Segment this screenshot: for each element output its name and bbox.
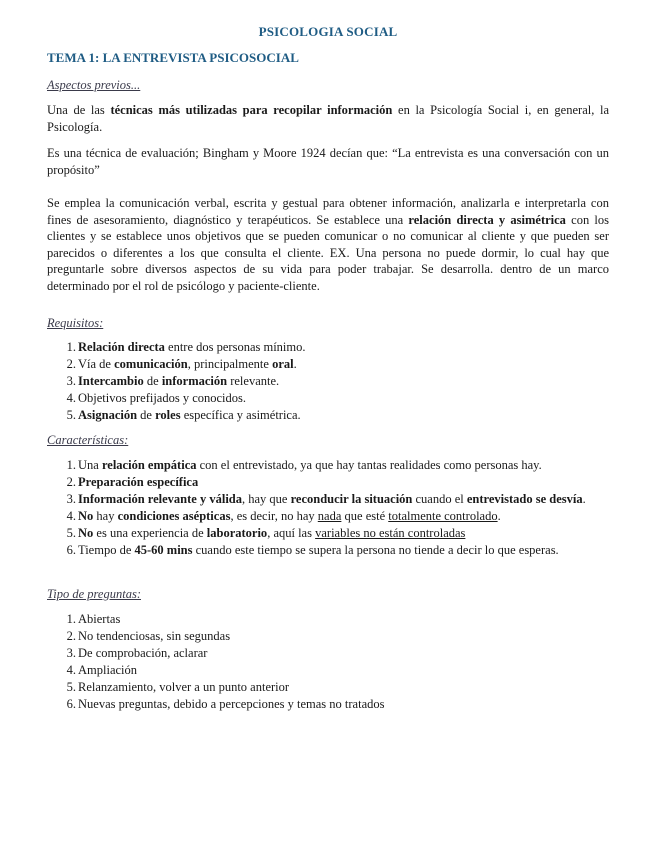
bold-text: relación directa y asimétrica	[408, 212, 566, 227]
text-run: Vía de	[78, 357, 115, 372]
list-item-text	[78, 340, 306, 354]
text-run: específica y asimétrica.	[180, 408, 301, 423]
text-run: , es decir, no hay	[230, 509, 318, 524]
bold-text: información	[161, 374, 228, 389]
text-run: , principalmente	[187, 357, 273, 372]
bold-text: entrevistado se desvía	[466, 492, 583, 507]
bold-text: roles	[155, 408, 181, 423]
text-run: cuando este tiempo se supera la persona no tiende a decir lo que esperas.	[192, 543, 559, 558]
bold-text: Asignación	[78, 408, 138, 423]
list-item	[47, 339, 609, 356]
underlined-text: nada	[317, 509, 342, 524]
list-item-text	[78, 646, 207, 660]
list-number: 4.	[66, 509, 76, 524]
list-item	[47, 474, 609, 491]
text-run: .	[293, 357, 297, 372]
list-item-text	[78, 475, 198, 489]
text-run: cuando el	[412, 492, 467, 507]
bold-text: Relación directa	[78, 340, 165, 354]
text-run: , hay que	[242, 492, 291, 507]
list-item	[47, 407, 609, 424]
text-run: de	[143, 374, 162, 389]
text-run: de	[137, 408, 156, 423]
text-run: entre dos personas mínimo.	[164, 340, 306, 354]
list-item-text	[78, 357, 297, 371]
tipo-preguntas-heading: Tipo de preguntas:	[47, 587, 141, 601]
text-run: hay	[93, 509, 118, 524]
list-item-text	[78, 697, 385, 711]
list-item-text	[78, 543, 559, 557]
text-run: Se emplea la comunicación verbal, escrita y gestual para obtener información, analizarla e interpretarla con fines de asesoramiento, diagnóstico y terapéuticos. Se establece una	[47, 196, 609, 227]
bold-text: laboratorio	[206, 526, 268, 541]
list-item	[47, 628, 609, 645]
text-run: Una de las	[47, 103, 111, 117]
text-run: Es una técnica de evaluación; Bingham y Moore 1924 decían que: “La entrevista es una conversación con un propósito”	[47, 146, 609, 177]
list-number: 4.	[66, 391, 76, 406]
list-number: 3.	[66, 492, 76, 507]
requisitos-heading: Requisitos:	[47, 316, 104, 330]
text-run: Tiempo de	[78, 543, 135, 558]
list-item-text	[78, 526, 465, 540]
list-item	[47, 457, 609, 474]
bold-text: No	[78, 509, 94, 524]
bold-text: relación empática	[101, 458, 197, 472]
list-item-text	[78, 612, 120, 626]
list-item-text	[78, 374, 279, 388]
text-run: .	[582, 492, 586, 507]
list-number: 1.	[66, 458, 76, 472]
text-run: .	[497, 509, 501, 524]
list-item	[47, 662, 609, 679]
caracteristicas-list	[47, 457, 609, 560]
list-number: 3.	[66, 646, 76, 661]
list-item-text	[78, 408, 301, 422]
list-item-text	[78, 492, 586, 506]
aspectos-heading: Aspectos previos...	[47, 78, 141, 92]
list-item-text	[78, 509, 501, 523]
text-run: en la Psicología Social i, en general, la Psicología.	[47, 103, 610, 134]
list-item	[47, 611, 609, 628]
list-number: 5.	[66, 680, 76, 695]
list-number: 6.	[66, 543, 76, 558]
list-item-text	[78, 629, 230, 643]
text-run: con el entrevistado, ya que hay tantas realidades como personas hay.	[196, 458, 542, 472]
bold-text: oral	[272, 357, 294, 372]
list-number: 2.	[66, 475, 76, 490]
document-title: PSICOLOGIA SOCIAL	[258, 24, 398, 39]
aspectos-paragraph-1	[47, 102, 609, 135]
underlined-text: totalmente controlado	[388, 509, 498, 524]
bold-text: 45-60 mins	[134, 543, 193, 558]
list-number: 2.	[66, 357, 76, 372]
text-run: No tendenciosas, sin segundas	[78, 629, 231, 644]
caracteristicas-heading: Características:	[47, 433, 129, 447]
list-item	[47, 525, 609, 542]
text-run: Objetivos prefijados y conocidos.	[78, 391, 247, 406]
list-item	[47, 508, 609, 525]
text-run: Nuevas preguntas, debido a percepciones y temas no tratados	[78, 697, 385, 712]
list-number: 5.	[66, 526, 76, 541]
list-item	[47, 390, 609, 407]
text-run: es una experiencia de	[93, 526, 207, 541]
bold-text: comunicación	[114, 357, 188, 372]
aspectos-paragraph-3	[47, 195, 609, 294]
bold-text: Información relevante y válida	[78, 492, 242, 507]
list-item	[47, 356, 609, 373]
tipo-preguntas-list	[47, 611, 609, 714]
text-run: Abiertas	[78, 612, 121, 626]
list-number: 1.	[66, 340, 76, 354]
list-number: 6.	[66, 697, 76, 712]
list-number: 5.	[66, 408, 76, 423]
tema-title: TEMA 1: LA ENTREVISTA PSICOSOCIAL	[47, 50, 299, 65]
text-run: relevante.	[227, 374, 280, 389]
list-number: 1.	[66, 612, 76, 626]
list-item-text	[78, 391, 246, 405]
aspectos-paragraph-2	[47, 145, 609, 178]
list-item	[47, 696, 609, 713]
text-run: que esté	[341, 509, 389, 524]
list-item	[47, 373, 609, 390]
list-item	[47, 645, 609, 662]
list-item	[47, 491, 609, 508]
bold-text: Preparación específica	[78, 475, 199, 490]
underlined-text: variables no están controladas	[315, 526, 466, 541]
bold-text: técnicas más utilizadas para recopilar información	[110, 103, 393, 117]
list-number: 4.	[66, 663, 76, 678]
requisitos-list	[47, 339, 609, 424]
list-number: 2.	[66, 629, 76, 644]
bold-text: Intercambio	[78, 374, 144, 389]
text-run: Relanzamiento, volver a un punto anterior	[78, 680, 290, 695]
text-run: con los clientes y se establece unos objetivos que se pueden comunicar o no comunicar al cliente y que pueden ser parecidos o diferentes a los que consulta el cliente. EX. Una persona no puede dormir, lo cual hay que preguntarle sobre diversos aspectos de su vida para poder trabajar. Se desarrolla. dentro de un marco determinado por el rol de psicólogo y paciente-cliente.	[47, 212, 610, 293]
list-item	[47, 542, 609, 559]
bold-text: No	[78, 526, 94, 541]
text-run: , aquí las	[267, 526, 316, 541]
list-item	[47, 679, 609, 696]
list-item-text	[78, 680, 289, 694]
bold-text: condiciones asépticas	[117, 509, 231, 524]
text-run: Ampliación	[78, 663, 138, 678]
list-item-text	[78, 663, 137, 677]
text-run: De comprobación, aclarar	[78, 646, 208, 661]
list-item-text	[78, 458, 542, 472]
list-number: 3.	[66, 374, 76, 389]
bold-text: reconducir la situación	[290, 492, 413, 507]
text-run: Una	[78, 458, 102, 472]
